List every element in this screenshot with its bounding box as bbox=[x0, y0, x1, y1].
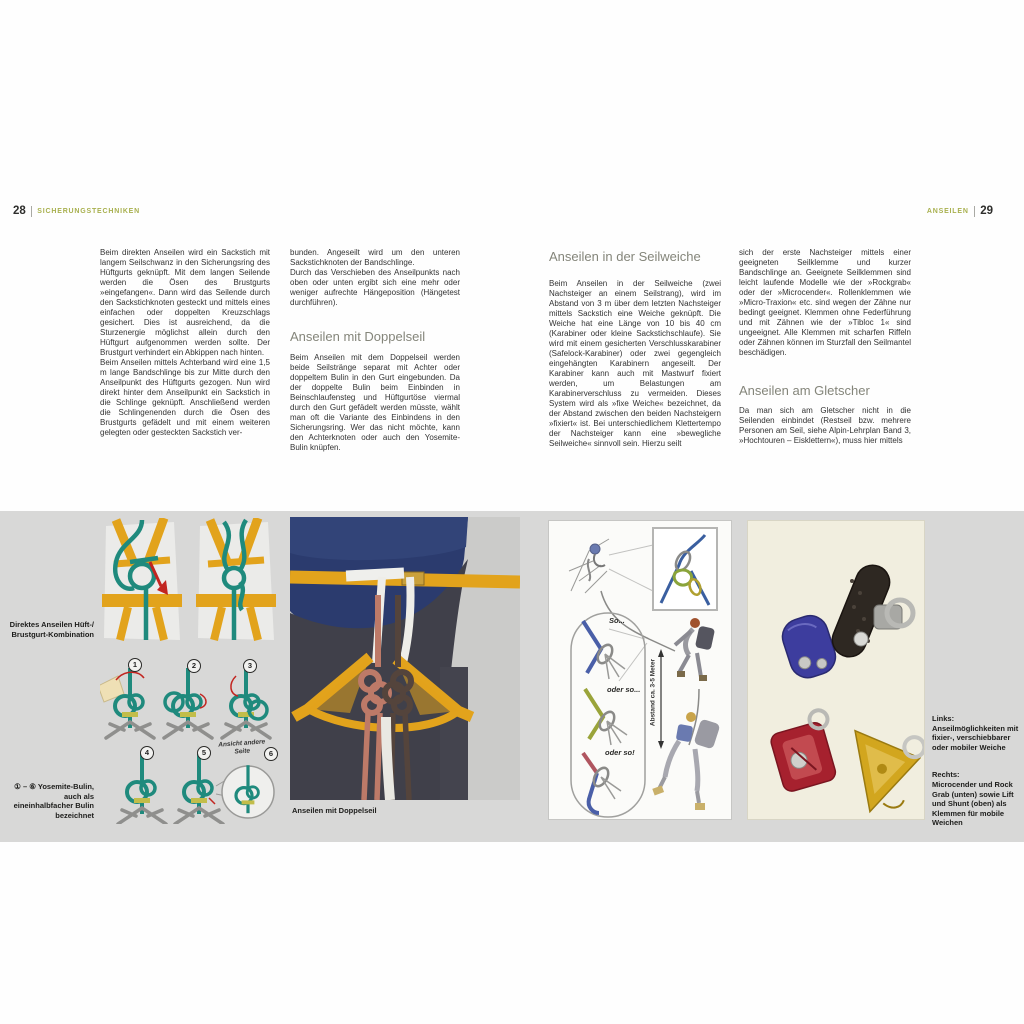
text-column-3 bbox=[549, 248, 721, 449]
page-header-left bbox=[13, 205, 140, 217]
paragraph: bunden. Angeseilt wird um den unteren Sackstichknoten der Bandschlinge. bbox=[290, 248, 460, 267]
step-number-5: 5 bbox=[197, 746, 211, 760]
step-number-1: 1 bbox=[128, 658, 142, 672]
text-column-4 bbox=[739, 248, 911, 446]
clamps-illustration bbox=[748, 521, 924, 819]
knot-step-4 bbox=[118, 754, 166, 824]
step-number-2: 2 bbox=[187, 659, 201, 673]
figure-seilweiche-card bbox=[548, 520, 732, 820]
harness-photo-illustration bbox=[290, 517, 520, 800]
step6-note: Ansicht andere Seite bbox=[218, 738, 266, 756]
upper-climber bbox=[675, 618, 715, 681]
figure-clamps-card bbox=[747, 520, 925, 820]
paragraph: Da man sich am Gletscher nicht in die Seilenden einbindet (Restseil bzw. mehrere Personen am Seil, siehe Alpin-Lehrplan Band 3, »Hochtouren – Eisklettern«), muss hier mittels bbox=[739, 406, 911, 446]
page-number-right: 29 bbox=[980, 205, 993, 217]
label-so: So... bbox=[609, 616, 625, 625]
label-oder-so: oder so... bbox=[607, 685, 641, 694]
section-heading-seilweiche: Anseilen in der Seilweiche bbox=[549, 249, 701, 264]
label-abstand: Abstand ca. 3-5 Meter bbox=[649, 658, 657, 727]
paragraph: sich der erste Nachsteiger mittels einer geeigneten Seilklemme und kurzer Bandschlinge an. Geeignete Seilklemmen sind leicht laufende Modelle wie der »Rockgrab« oder der »Microcender«. Rollenklemmen wie »Micro-Traxion« etc. sind wegen der Zähne nur bedingt geeignet. Klemmen ohne Federführung und mit Zähnen wie der »Tibloc 1« sind ungeeignet. Alle Klemmen mit scharfen Riffeln oder Zähnen können im Sturzfall den Seilmantel beschädigen. bbox=[739, 248, 911, 357]
harness-diagram-left bbox=[102, 518, 182, 640]
page-header-right bbox=[927, 205, 993, 217]
variant-3 bbox=[583, 753, 621, 813]
belayer-sketch bbox=[569, 539, 609, 593]
caption-links: Links: Anseilmöglichkeiten mit fixier-, verschiebbarer oder mobiler Weiche bbox=[932, 714, 1019, 752]
paragraph: Beim Anseilen in der Seilweiche (zwei Nachsteiger an einem Seilstrang), wird im Abstand von 3 m über dem letzten Nachsteiger mittels Sackstich eine Weiche geknüpft. Die Weiche hat eine Länge von 10 bis 40 cm (Karabiner oder kleine Sackstichschlaufe). Sie wird mit einem gesicherten Verschlusskarabiner (Safelock-Karabiner) oder zwei gegengleich eingehängten Karabinern angeseilt. Der Karabiner kann auch mit Mastwurf fixiert werden, um Belastungen am Karabinerverschluss zu vermeiden. Dieses System wird als »fixe Weiche« bezeichnet, da der Abstand zwischen den beiden Nachsteigern »fixiert« ist. Bei unterschiedlichem Klettertempo der Nachsteiger kann eine »bewegliche Seilweiche« sinnvoll sein. Hierzu seilt bbox=[549, 279, 721, 449]
chapter-title-right: ANSEILEN bbox=[926, 207, 969, 215]
header-divider-icon bbox=[974, 206, 976, 217]
knot-step-5 bbox=[175, 754, 223, 824]
clamp-yellow bbox=[844, 729, 924, 818]
page-number-left: 28 bbox=[13, 205, 26, 217]
variant-1 bbox=[583, 621, 625, 679]
distance-arrow-icon bbox=[658, 649, 664, 749]
text-column-2 bbox=[290, 248, 460, 453]
paragraph: Beim Anseilen mit dem Doppelseil werden beide Seilstränge separat mit Achter oder doppeltem Bulin in den Gurt eingebunden. Da der doppelte Bulin beim Einbinden in Beinschlaufensteg und Hüftgurtöse viermal durch den Gurt gefädelt werden müsste, wählt man oft die Variante des Einbindens in den Sicherungsring. Wer das nicht möchte, kann den Achterknoten oder auch den Yosemite-Bulin knüpfen. bbox=[290, 353, 460, 453]
label-oder-so-2: oder so! bbox=[605, 748, 635, 757]
paragraph: Beim direkten Anseilen wird ein Sackstich mit langem Seilschwanz in den Sicherungsring des Hüftgurts geknüpft. Mit dem langen Seilende werden die Ösen des Brustgurts »eingefangen«. Dann wird das Seilende durch den Sackstichknoten gesteckt und mittels eines einfachen oder doppelten Kreuzschlags gesichert. Dies ist ausreichend, da die Sturzenergie möglichst allein durch den Hüftgurt aufgenommen werden sollte. Der Brustgurt verhindert ein Abkippen nach hinten. bbox=[100, 248, 270, 357]
knot-step-2 bbox=[164, 668, 212, 738]
harness-diagram-right bbox=[196, 518, 276, 640]
text-column-1 bbox=[100, 248, 270, 438]
section-heading-gletscher: Anseilen am Gletscher bbox=[739, 383, 870, 398]
knot-step-1 bbox=[100, 668, 154, 738]
knot-step-6 bbox=[216, 765, 274, 818]
paragraph: Beim Anseilen mittels Achterband wird eine 1,5 m lange Bandschlinge bis zur Mitte durch den Anseilpunkt des Hüftgurts gezogen. Nun wird direkt hinter dem Anseilpunkt ein Sackstich in die Schlinge geknüpft. Anschließend werden die Schlingenenden durch die Ösen des Brustgurts gefädelt und mit einem weiteren gelegten oder gesteckten Sackstich ver- bbox=[100, 358, 270, 437]
figure-photo-doppelseil bbox=[290, 517, 520, 800]
clamp-red bbox=[766, 708, 844, 793]
step-number-4: 4 bbox=[140, 746, 154, 760]
chapter-title-left: SICHERUNGSTECHNIKEN bbox=[37, 207, 141, 215]
caption-rechts: Microcender und Rock Grab (unten) sowie Lift und Shunt (oben) als Klemmen für mobile Weichen bbox=[932, 780, 1014, 827]
clamp-blue bbox=[778, 611, 840, 682]
caption-direct-anseilen: Direktes Anseilen Hüft-/ Brustgurt-Kombination bbox=[9, 620, 94, 639]
variant-2 bbox=[585, 689, 627, 745]
caption-yosemite-bulin: ① – ⑥ Yosemite-Bulin, auch als eineinhalbfacher Bulin bezeichnet bbox=[13, 782, 94, 820]
step-number-3: 3 bbox=[243, 659, 257, 673]
caption-rechts-title: Rechts: bbox=[932, 770, 960, 779]
caption-photo: Anseilen mit Doppelseil bbox=[292, 806, 377, 815]
detail-inset-box bbox=[653, 528, 717, 610]
lower-climber bbox=[652, 712, 720, 810]
clamp-black bbox=[827, 560, 913, 662]
knot-step-3 bbox=[222, 668, 270, 738]
header-divider-icon bbox=[31, 206, 33, 217]
section-heading-doppelseil: Anseilen mit Doppelseil bbox=[290, 329, 426, 344]
seilweiche-illustration bbox=[549, 521, 731, 819]
figure-knot-diagrams bbox=[100, 518, 280, 824]
paragraph: Durch das Verschieben des Anseilpunkts nach oben oder unten ergibt sich eine mehr oder weniger aufrechte Hängeposition (Hängetest durchführen). bbox=[290, 268, 460, 307]
step-number-6: 6 bbox=[264, 747, 278, 761]
